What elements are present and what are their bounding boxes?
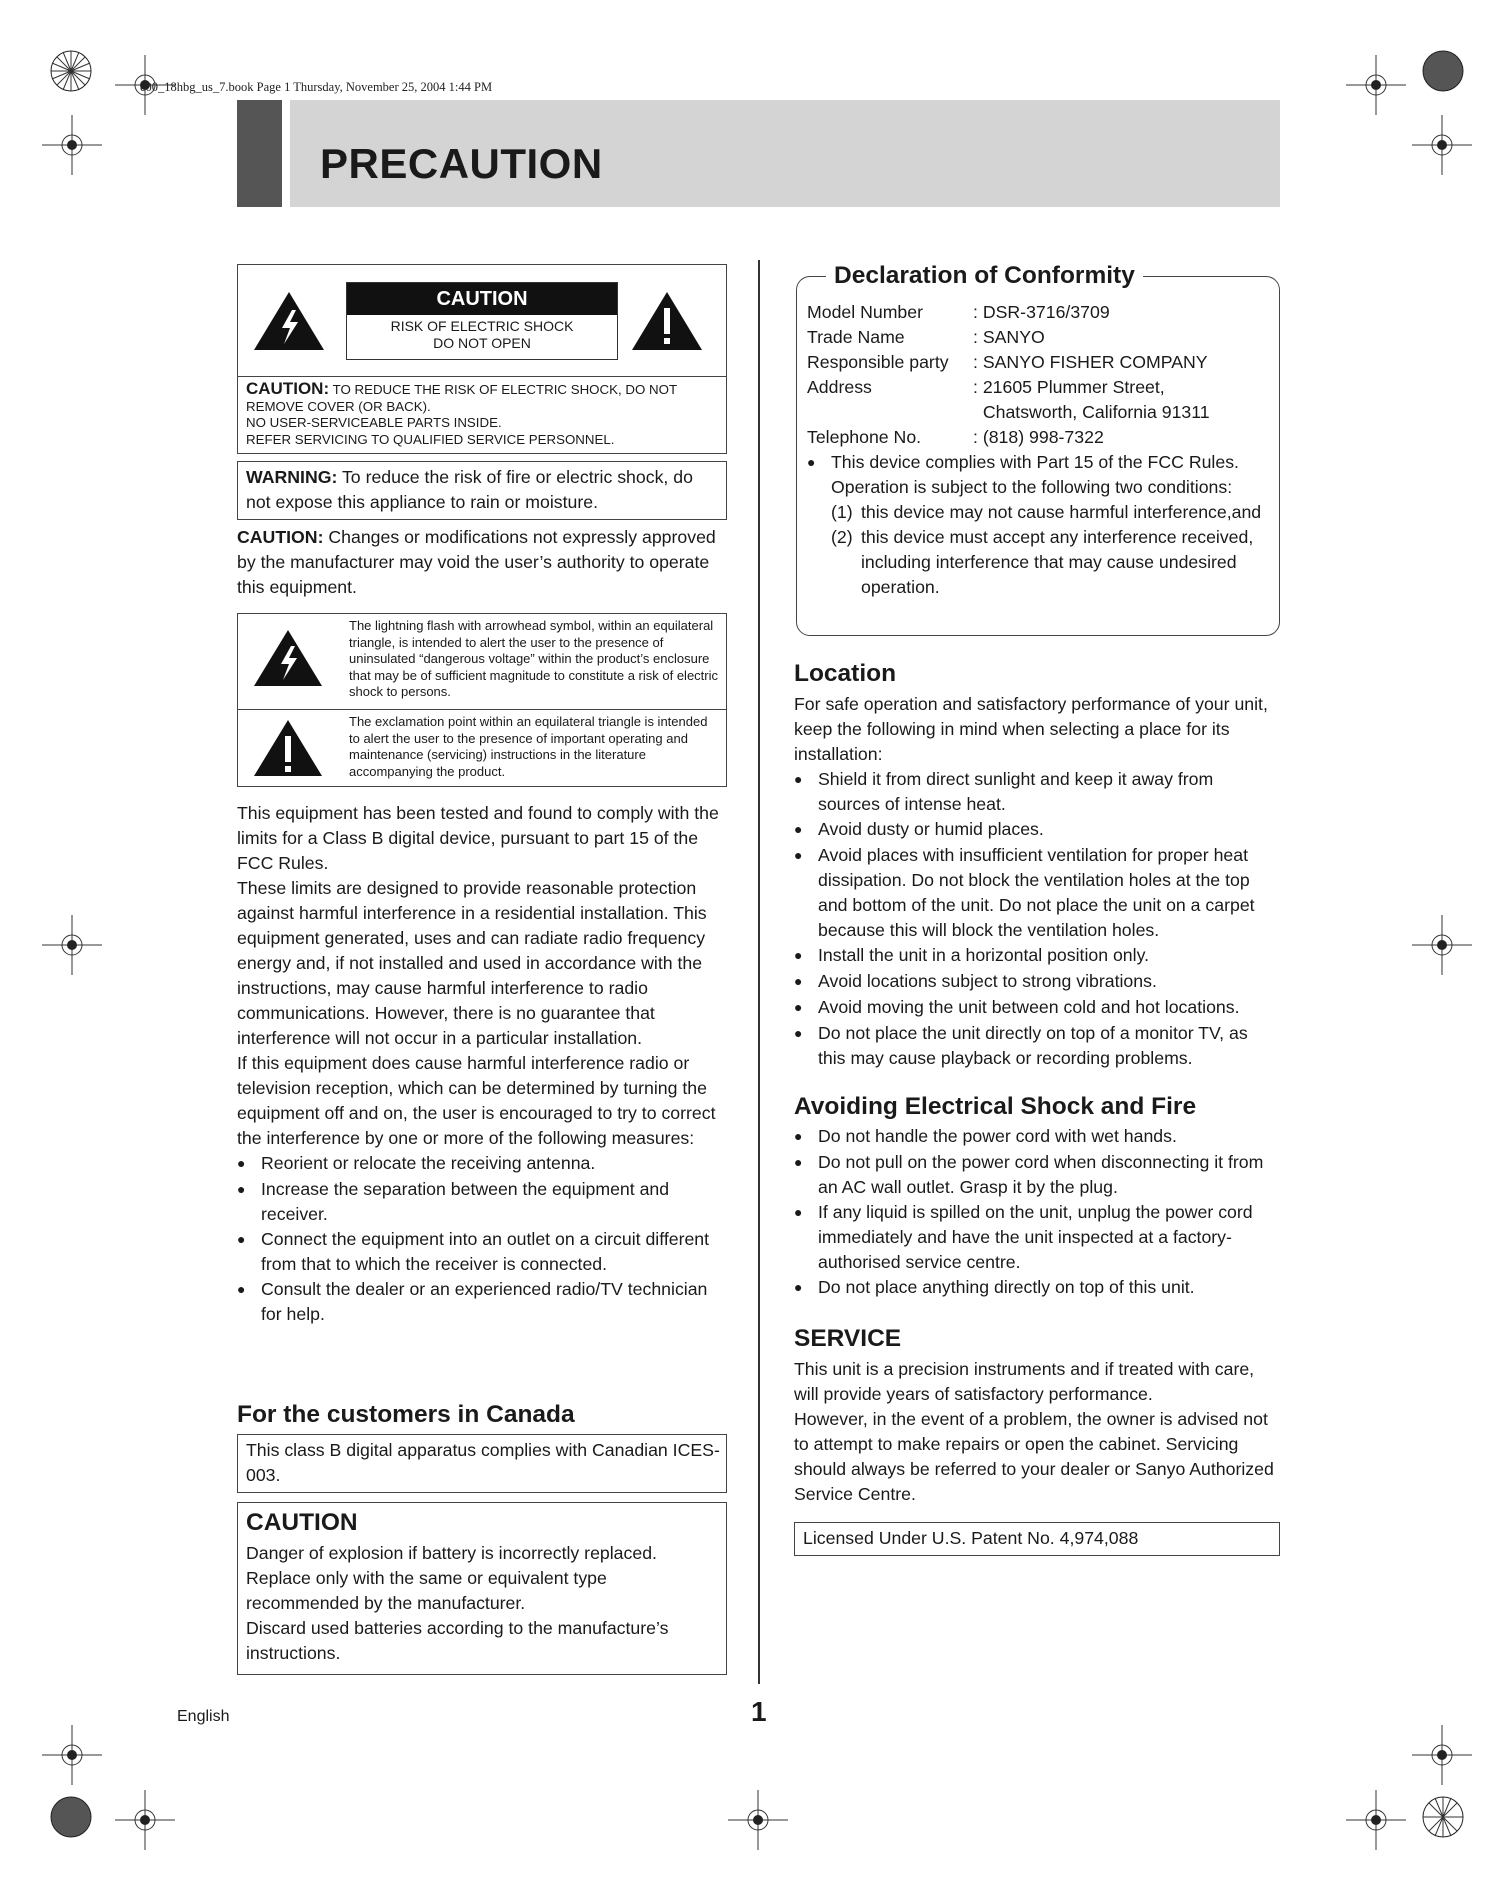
- fcc-bullet: ● Consult the dealer or an experienced radio/TV technician for help.: [237, 1277, 727, 1327]
- caution-modification: [237, 525, 727, 600]
- caution-mod-text: Changes or modifications not expressly approved by the manufacturer may void the user’s authority to operate this equipment.: [237, 527, 716, 597]
- lightning-symbol-text: The lightning flash with arrowhead symbol, within an equilateral triangle, is intended to alert the user to the presence of uninsulated “dangerous voltage” within the product’s enclosure that may be of sufficient magnitude to constitute a risk of electric shock to persons.: [349, 618, 719, 699]
- location-bullet: ● Install the unit in a horizontal position only.: [794, 943, 1280, 969]
- declaration-content: [807, 300, 1273, 600]
- caution-label-box: [237, 264, 727, 454]
- battery-line-2: Replace only with the same or equivalent type recommended by the manufacturer.: [246, 1568, 607, 1613]
- page-title: PRECAUTION: [320, 140, 603, 187]
- service-paragraph-1: This unit is a precision instruments and if treated with care, will provide years of satisfactory performance.: [794, 1359, 1255, 1404]
- location-intro: For safe operation and satisfactory performance of your unit, keep the following in mind when selecting a place for its installation:: [794, 694, 1268, 764]
- declaration-row: Address : 21605 Plummer Street,: [807, 377, 1165, 397]
- shock-bullet: ● Do not pull on the power cord when disconnecting it from an AC wall outlet. Grasp it by the plug.: [794, 1150, 1280, 1200]
- title-bar-accent: [237, 100, 282, 207]
- registration-mark-bottom-left-ring: [50, 1796, 92, 1838]
- battery-line-3: Discard used batteries according to the manufacture’s instructions.: [246, 1618, 669, 1663]
- exclamation-triangle-icon: [630, 290, 704, 357]
- registration-mark-bottom-right-ring: [1422, 1796, 1464, 1838]
- location-bullet: ● Avoid dusty or humid places.: [794, 817, 1280, 843]
- registration-mark-top-left-ring: [50, 50, 92, 92]
- book-header-info: e00_18hbg_us_7.book Page 1 Thursday, November 25, 2004 1:44 PM: [140, 80, 493, 94]
- shock-heading: Avoiding Electrical Shock and Fire: [794, 1093, 1197, 1120]
- crosshair-mark-top-4: [1412, 115, 1472, 175]
- battery-caution-heading: CAUTION: [246, 1509, 358, 1536]
- page-number: 1: [751, 1696, 767, 1727]
- exclamation-symbol-text: The exclamation point within an equilateral triangle is intended to alert the user to the presence of important operating and maintenance (servicing) instructions in the literature accompanying the product.: [349, 714, 708, 779]
- crosshair-mark-bottom-1: [42, 1725, 102, 1785]
- location-bullet: ● Avoid locations subject to strong vibrations.: [794, 969, 1280, 995]
- fcc-bullet: ● Connect the equipment into an outlet on a circuit different from that to which the receiver is connected.: [237, 1227, 727, 1277]
- crosshair-mark-bottom-2: [115, 1790, 175, 1850]
- caution-label-bold: CAUTION:: [246, 379, 330, 398]
- service-paragraph-2: However, in the event of a problem, the owner is advised not to attempt to make repairs or open the cabinet. Servicing should always be referred to your dealer or Sanyo Authorized Service Centre.: [794, 1409, 1274, 1504]
- location-bullet: ● Avoid moving the unit between cold and hot locations.: [794, 995, 1280, 1021]
- declaration-heading: Declaration of Conformity: [826, 262, 1143, 290]
- lightning-triangle-icon: [252, 290, 326, 357]
- crosshair-mark-bottom-3: [1346, 1790, 1406, 1850]
- patent-text: Licensed Under U.S. Patent No. 4,974,088: [803, 1528, 1139, 1548]
- fcc-bullet: ● Increase the separation between the equipment and receiver.: [237, 1177, 727, 1227]
- caution-label-text: [246, 381, 721, 448]
- declaration-row: Chatsworth, California 91311: [973, 402, 1210, 422]
- caution-label-title: CAUTION: [347, 283, 617, 315]
- declaration-table: [807, 300, 1210, 450]
- declaration-condition-2: (2) this device must accept any interference received, including interference that may cause undesired operation.: [831, 527, 1254, 597]
- declaration-row: Trade Name : SANYO: [807, 327, 1045, 347]
- fcc-paragraph-1: This equipment has been tested and found to comply with the limits for a Class B digital device, pursuant to part 15 of the FCC Rules.: [237, 803, 719, 873]
- shock-bullet: ● Do not place anything directly on top of this unit.: [794, 1275, 1280, 1301]
- crosshair-mark-bottom-4: [1412, 1725, 1472, 1785]
- location-bullet: ● Shield it from direct sunlight and keep it away from sources of intense heat.: [794, 767, 1280, 817]
- service-heading: SERVICE: [794, 1325, 902, 1352]
- crosshair-mark-mid-right: [1412, 915, 1472, 975]
- caution-label-line3: NO USER-SERVICEABLE PARTS INSIDE.: [246, 415, 502, 430]
- caution-label-line4: REFER SERVICING TO QUALIFIED SERVICE PERSONNEL.: [246, 431, 615, 447]
- fcc-statement: [237, 801, 727, 1327]
- shock-bullet: ● If any liquid is spilled on the unit, unplug the power cord immediately and have the unit inspected at a factory-authorised service centre.: [794, 1200, 1280, 1275]
- lightning-triangle-icon: [252, 628, 324, 693]
- footer-language: English: [177, 1708, 230, 1725]
- canada-text: This class B digital apparatus complies with Canadian ICES-003.: [246, 1440, 720, 1485]
- crosshair-mark-top-3: [1346, 55, 1406, 115]
- declaration-row: Responsible party : SANYO FISHER COMPANY: [807, 352, 1208, 372]
- fcc-bullet: ● Reorient or relocate the receiving antenna.: [237, 1151, 727, 1177]
- registration-mark-top-right-ring: [1422, 50, 1464, 92]
- patent-box: [794, 1522, 1280, 1556]
- declaration-fcc-bullet: ● This device complies with Part 15 of the FCC Rules. Operation is subject to the following two conditions:: [807, 450, 1273, 500]
- location-bullet: ● Do not place the unit directly on top of a monitor TV, as this may cause playback or recording problems.: [794, 1021, 1280, 1071]
- battery-caution-box: [237, 1502, 727, 1675]
- location-bullet: ● Avoid places with insufficient ventilation for proper heat dissipation. Do not block the ventilation holes at the top and bottom of the unit. Do not place the unit on a carpet because this will block the ventilation holes.: [794, 843, 1280, 943]
- column-divider: [758, 260, 760, 1684]
- exclamation-triangle-icon: [252, 718, 324, 783]
- crosshair-mark-top-2: [42, 115, 102, 175]
- canada-box: [237, 1434, 727, 1493]
- canada-heading: For the customers in Canada: [237, 1401, 575, 1428]
- crosshair-mark-bottom-center: [728, 1790, 788, 1850]
- crosshair-mark-mid-left: [42, 915, 102, 975]
- caution-label-line1: RISK OF ELECTRIC SHOCK: [390, 318, 574, 334]
- warning-box: [237, 461, 727, 520]
- warning-bold: WARNING:: [246, 467, 338, 487]
- shock-bullet: ● Do not handle the power cord with wet hands.: [794, 1124, 1280, 1150]
- fcc-paragraph-3: If this equipment does cause harmful interference radio or television reception, which can be determined by turning the equipment off and on, the user is encouraged to try to correct the interference by one or more of the following measures:: [237, 1053, 716, 1148]
- declaration-row: Model Number : DSR-3716/3709: [807, 302, 1110, 322]
- caution-label-line2: DO NOT OPEN: [433, 335, 531, 351]
- declaration-condition-1: (1) this device may not cause harmful interference,and: [831, 502, 1262, 522]
- symbol-explanation-box: [237, 613, 727, 787]
- location-heading: Location: [794, 660, 897, 687]
- warning-text: To reduce the risk of fire or electric shock, do not expose this appliance to rain or moisture.: [246, 467, 693, 512]
- battery-line-1: Danger of explosion if battery is incorrectly replaced.: [246, 1543, 657, 1563]
- declaration-row: Telephone No. : (818) 998-7322: [807, 427, 1104, 447]
- caution-label-body: TO REDUCE THE RISK OF ELECTRIC SHOCK, DO NOT REMOVE COVER (OR BACK).: [246, 382, 677, 414]
- caution-mod-bold: CAUTION:: [237, 527, 324, 547]
- caution-label-center: [346, 282, 618, 360]
- fcc-paragraph-2: These limits are designed to provide reasonable protection against harmful interference in a residential installation. This equipment generated, uses and can radiate radio frequency energy and, if not installed and used in accordance with the instructions, may cause harmful interference to radio communications. However, there is no guarantee that interference will not occur in a particular installation.: [237, 878, 707, 1048]
